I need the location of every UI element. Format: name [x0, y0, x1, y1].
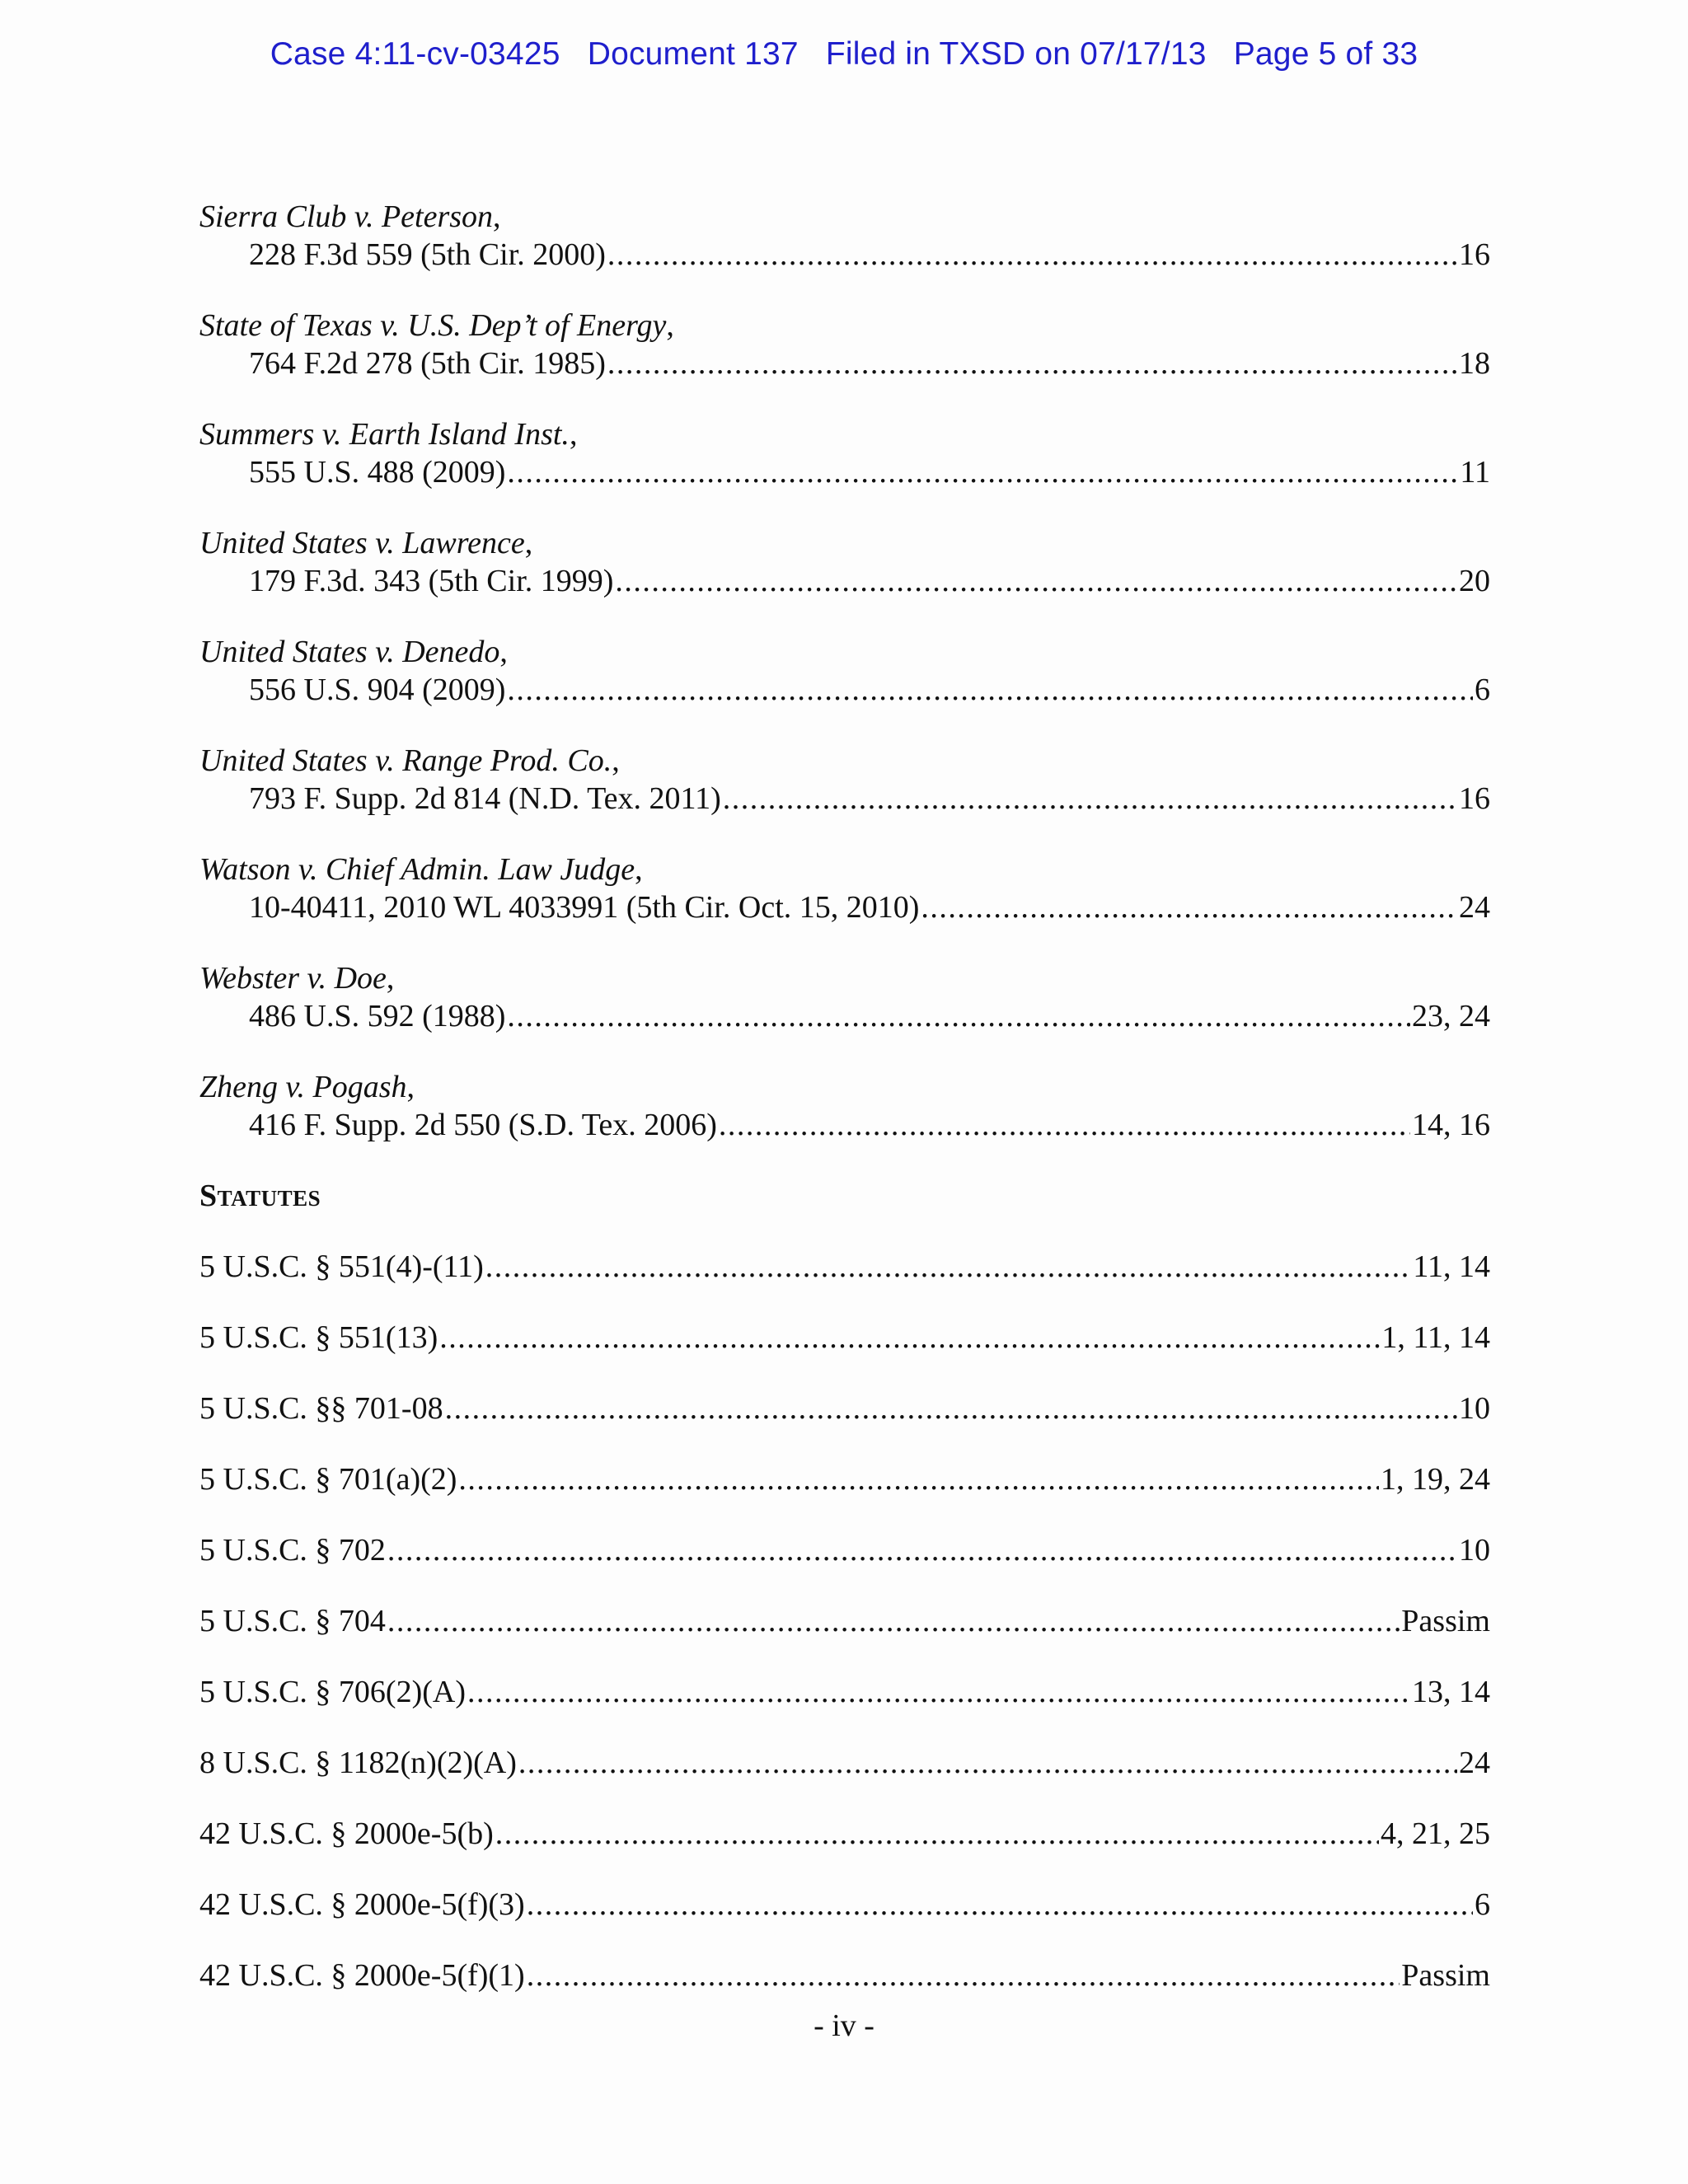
page-references: 11 — [1460, 455, 1490, 490]
page-references: 1, 11, 14 — [1381, 1320, 1490, 1355]
dot-leader — [485, 1248, 1412, 1286]
case-name: Sierra Club v. Peterson — [199, 199, 494, 234]
page-number: - iv - — [814, 2008, 874, 2043]
case-name: United States v. Lawrence — [199, 526, 525, 560]
statute-entry — [199, 1460, 1490, 1498]
page-references: 6 — [1475, 673, 1490, 707]
case-entry: Webster v. Doe, 486 U.S. 592 (1988) ..... 23, 24 — [199, 959, 1490, 1035]
page-references: 13, 14 — [1412, 1675, 1490, 1709]
page-references: 1, 19, 24 — [1381, 1462, 1490, 1497]
case-name: Summers v. Earth Island Inst. — [199, 417, 570, 452]
dot-leader — [387, 1602, 1400, 1640]
dot-leader — [607, 344, 1457, 382]
page-references: 16 — [1459, 237, 1490, 272]
statute-citation: 42 U.S.C. § 2000e-5(f)(3) — [199, 1887, 525, 1922]
statute-entry — [199, 1886, 1490, 1924]
case-entry: Sierra Club v. Peterson, 228 F.3d 559 (5th Cir. 2000) ..... 16 — [199, 198, 1490, 274]
case-name: State of Texas v. U.S. Dep’t of Energy — [199, 308, 667, 343]
dot-leader — [607, 236, 1457, 274]
statute-citation: 5 U.S.C. § 706(2)(A) — [199, 1675, 466, 1709]
dot-leader — [507, 997, 1410, 1035]
table-of-authorities — [199, 198, 1490, 1994]
page-references: 11, 14 — [1413, 1249, 1490, 1284]
page-references: 24 — [1459, 1746, 1490, 1780]
statute-entry — [199, 1815, 1490, 1853]
statute-entry — [199, 1957, 1490, 1994]
dot-leader — [458, 1460, 1379, 1498]
case-citation: 556 U.S. 904 (2009) — [249, 673, 506, 707]
statute-citation: 42 U.S.C. § 2000e-5(b) — [199, 1816, 494, 1851]
page-references: 6 — [1475, 1887, 1490, 1922]
statute-entry — [199, 1602, 1490, 1640]
statute-citation: 5 U.S.C. § 701(a)(2) — [199, 1462, 457, 1497]
page-references: Passim — [1401, 1958, 1490, 1993]
page-references: 20 — [1459, 564, 1490, 598]
statute-citation: 8 U.S.C. § 1182(n)(2)(A) — [199, 1746, 517, 1780]
case-citation: 10-40411, 2010 WL 4033991 (5th Cir. Oct. 15, 2010) — [249, 890, 920, 925]
case-citation: 416 F. Supp. 2d 550 (S.D. Tex. 2006) — [249, 1108, 717, 1142]
dot-leader — [507, 671, 1473, 709]
dot-leader — [921, 888, 1457, 926]
case-citation: 228 F.3d 559 (5th Cir. 2000) — [249, 237, 606, 272]
statute-citation: 5 U.S.C. § 551(4)-(11) — [199, 1249, 484, 1284]
statute-citation: 5 U.S.C. §§ 701-08 — [199, 1391, 443, 1426]
case-citation: 555 U.S. 488 (2009) — [249, 455, 506, 490]
case-entry: United States v. Denedo, 556 U.S. 904 (2009) ..... 6 — [199, 633, 1490, 709]
dot-leader — [445, 1390, 1457, 1427]
statute-entry — [199, 1673, 1490, 1711]
statute-citation: 42 U.S.C. § 2000e-5(f)(1) — [199, 1958, 525, 1993]
case-entry: Watson v. Chief Admin. Law Judge, 10-40411, 2010 WL 4033991 (5th Cir. Oct. 15, 2010) ..... 24 — [199, 851, 1490, 926]
statutes-heading: Statutes — [199, 1179, 321, 1213]
case-entry: United States v. Lawrence, 179 F.3d. 343 (5th Cir. 1999) ..... 20 — [199, 524, 1490, 600]
dot-leader — [439, 1319, 1380, 1357]
page-references: 14, 16 — [1412, 1108, 1490, 1142]
statute-entry — [199, 1390, 1490, 1427]
case-citation: 486 U.S. 592 (1988) — [249, 999, 506, 1033]
case-name: Watson v. Chief Admin. Law Judge — [199, 852, 635, 887]
dot-leader — [518, 1744, 1457, 1782]
case-entry: Summers v. Earth Island Inst., 555 U.S. 488 (2009) ..... 11 — [199, 415, 1490, 491]
case-citation: 179 F.3d. 343 (5th Cir. 1999) — [249, 564, 614, 598]
statute-citation: 5 U.S.C. § 704 — [199, 1604, 386, 1638]
page-references: 10 — [1459, 1391, 1490, 1426]
case-entry: United States v. Range Prod. Co., 793 F. Supp. 2d 814 (N.D. Tex. 2011) ..... 16 — [199, 742, 1490, 818]
page-references: 24 — [1459, 890, 1490, 925]
statute-entry — [199, 1531, 1490, 1569]
page-references: 16 — [1459, 781, 1490, 816]
statute-entry — [199, 1248, 1490, 1286]
statute-citation: 5 U.S.C. § 551(13) — [199, 1320, 438, 1355]
case-entry: State of Texas v. U.S. Dep’t of Energy, 764 F.2d 278 (5th Cir. 1985) ..... 18 — [199, 307, 1490, 382]
case-name: United States v. Denedo — [199, 635, 500, 669]
dot-leader — [507, 453, 1458, 491]
dot-leader — [527, 1886, 1473, 1924]
dot-leader — [527, 1957, 1400, 1994]
dot-leader — [615, 562, 1457, 600]
page-references: Passim — [1401, 1604, 1490, 1638]
filing-header-stamp: Case 4:11-cv-03425 Document 137 Filed in TXSD on 07/17/13 Page 5 of 33 — [270, 36, 1418, 72]
statute-citation: 5 U.S.C. § 702 — [199, 1533, 386, 1568]
statute-entry — [199, 1744, 1490, 1782]
case-name: Zheng v. Pogash — [199, 1070, 407, 1104]
page-references: 23, 24 — [1412, 999, 1490, 1033]
page-references: 10 — [1459, 1533, 1490, 1568]
case-entry: Zheng v. Pogash, 416 F. Supp. 2d 550 (S.D. Tex. 2006) ..... 14, 16 — [199, 1068, 1490, 1144]
case-name: United States v. Range Prod. Co. — [199, 743, 612, 778]
case-citation: 793 F. Supp. 2d 814 (N.D. Tex. 2011) — [249, 781, 721, 816]
statute-entry — [199, 1319, 1490, 1357]
dot-leader — [723, 780, 1457, 818]
dot-leader — [719, 1106, 1410, 1144]
dot-leader — [467, 1673, 1410, 1711]
page-references: 18 — [1459, 346, 1490, 381]
dot-leader — [495, 1815, 1379, 1853]
case-name: Webster v. Doe — [199, 961, 387, 996]
dot-leader — [387, 1531, 1457, 1569]
page-references: 4, 21, 25 — [1381, 1816, 1490, 1851]
case-citation: 764 F.2d 278 (5th Cir. 1985) — [249, 346, 606, 381]
